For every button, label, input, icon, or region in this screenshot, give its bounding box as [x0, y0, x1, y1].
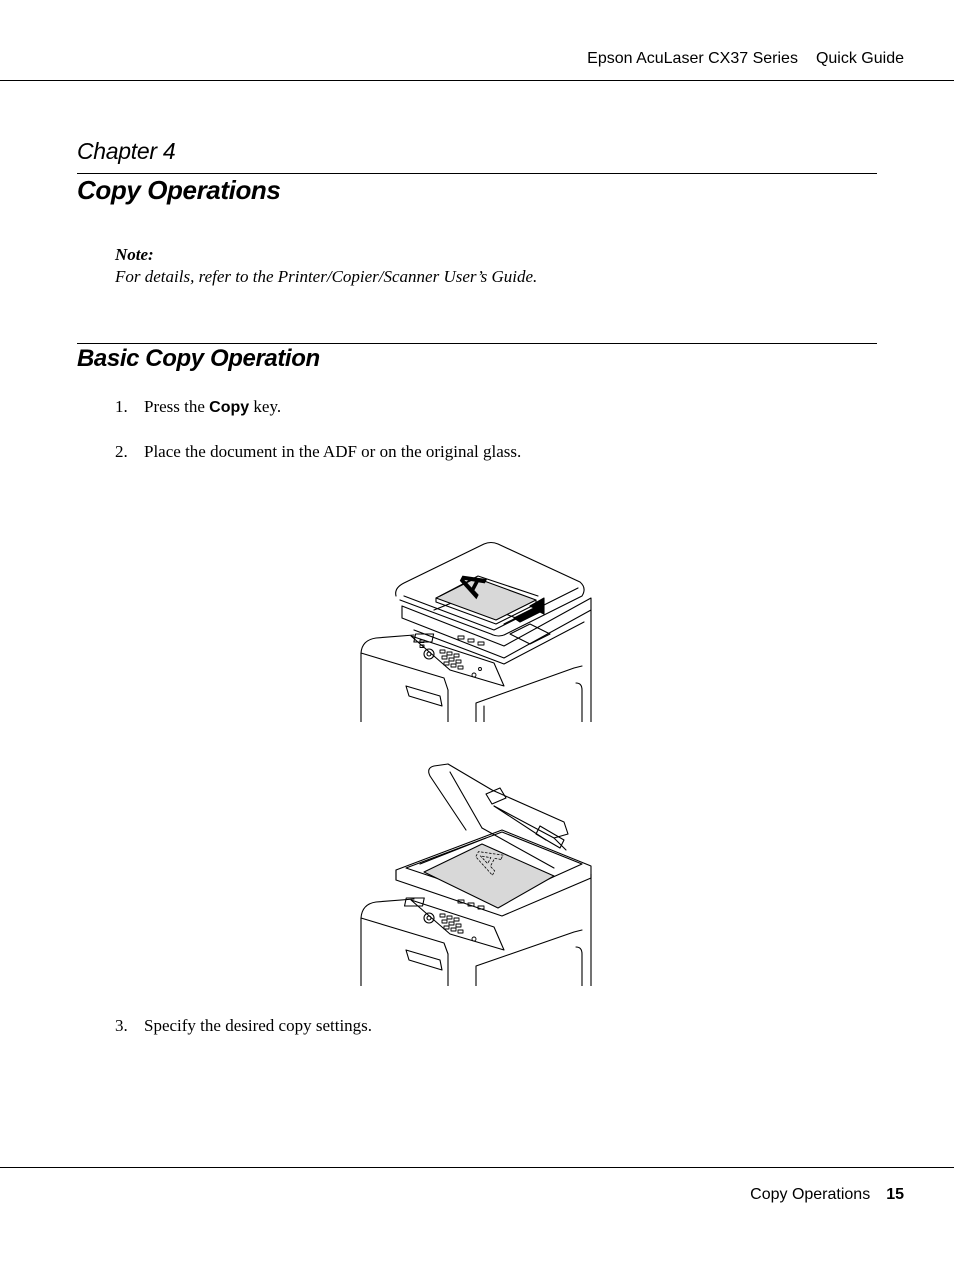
section-rule — [77, 343, 877, 344]
running-footer — [750, 1186, 904, 1204]
page-number: 15 — [886, 1186, 904, 1203]
step-text: Specify the desired copy settings. — [144, 1016, 373, 1035]
copy-key-name: Copy — [209, 399, 250, 416]
header-product-name: Epson AcuLaser CX37 Series — [587, 50, 798, 67]
note-label: Note: — [115, 245, 154, 264]
step-text-after: key. — [253, 397, 282, 416]
adf-document-letter: A — [449, 564, 495, 604]
running-header — [587, 50, 904, 68]
glass-document-letter: A — [465, 840, 511, 880]
step-number: 1. — [115, 397, 128, 416]
chapter-label: Chapter 4 — [77, 138, 176, 164]
adf-loading-illustration — [354, 538, 599, 722]
step-text-before: Press the — [144, 397, 205, 416]
original-glass-illustration — [354, 758, 599, 986]
note-text: For details, refer to the Printer/Copier/Scanner User’s Guide. — [115, 267, 538, 286]
header-rule — [0, 80, 954, 81]
step-number: 2. — [115, 442, 128, 461]
section-title: Basic Copy Operation — [77, 345, 320, 372]
footer-section-name: Copy Operations — [750, 1186, 871, 1203]
step-number: 3. — [115, 1016, 128, 1035]
header-guide-name: Quick Guide — [815, 50, 904, 67]
footer-rule — [0, 1167, 954, 1168]
step-text — [144, 397, 281, 417]
note-block — [115, 244, 537, 288]
chapter-title: Copy Operations — [77, 175, 281, 205]
step-text: Place the document in the ADF or on the original glass. — [144, 442, 522, 461]
chapter-rule — [77, 173, 877, 174]
